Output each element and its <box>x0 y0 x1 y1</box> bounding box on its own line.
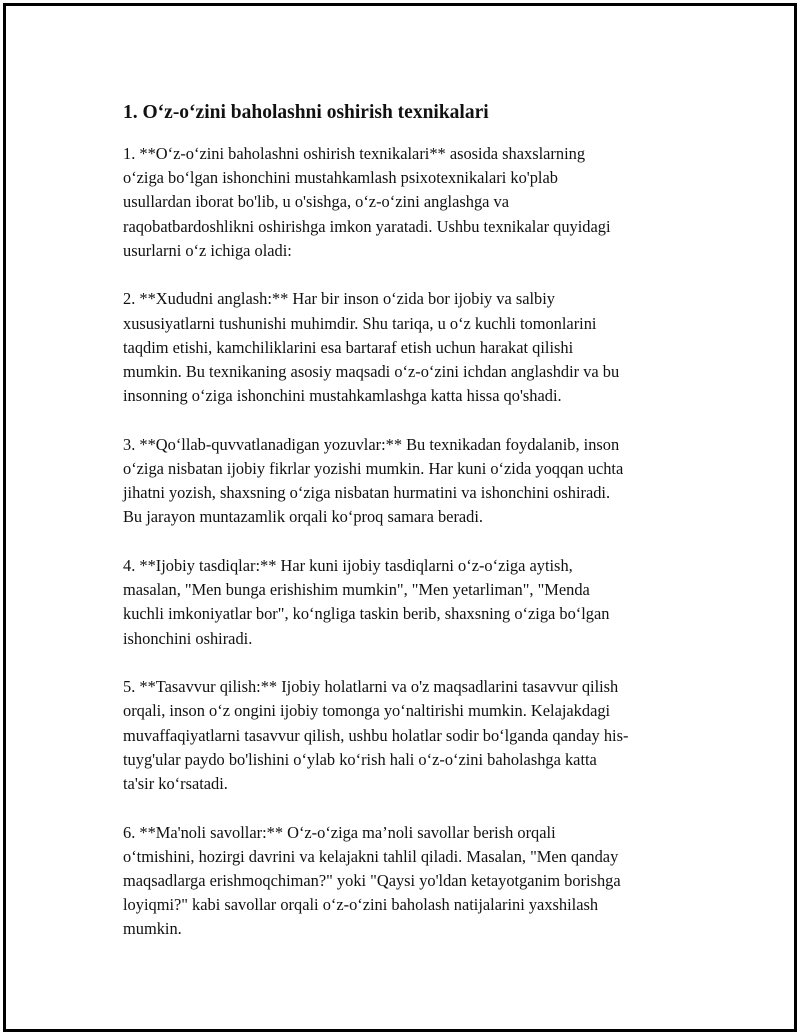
text-line: loyiqmi?" kabi savollar orqali o‘z-o‘zini baholash natijalarini yaxshilash <box>123 895 599 915</box>
paragraph-3 <box>123 433 695 530</box>
text-line: masalan, "Men bunga erishishim mumkin", "Men yetarliman", "Menda <box>123 580 590 600</box>
text-line: o‘ziga nisbatan ijobiy fikrlar yozishi mumkin. Har kuni o‘zida yoqqan uchta <box>123 459 624 479</box>
text-line: Bu jarayon muntazamlik orqali ko‘proq samara beradi. <box>123 507 484 527</box>
page-frame <box>3 3 797 1032</box>
text-line: jihatni yozish, shaxsning o‘ziga nisbatan hurmatini va ishonchini oshiradi. <box>123 483 611 503</box>
text-line: taqdim etishi, kamchiliklarini esa bartaraf etish uchun harakat qilishi <box>123 337 574 357</box>
paragraph-5 <box>123 675 695 796</box>
text-line: 3. **Qo‘llab-quvvatlanadigan yozuvlar:** Bu texnikadan foydalanib, inson <box>123 434 620 454</box>
text-line: orqali, inson o‘z ongini ijobiy tomonga yo‘naltirishi mumkin. Kelajakdagi <box>123 701 611 721</box>
text-line: usurlarni o‘z ichiga oladi: <box>123 240 292 260</box>
text-line: mumkin. Bu texnikaning asosiy maqsadi o‘z-o‘zini ichdan anglashdir va bu <box>123 362 620 382</box>
text-line: o‘ziga bo‘lgan ishonchini mustahkamlash psixotexnikalari ko'plab <box>123 168 558 188</box>
paragraph-2 <box>123 287 695 408</box>
text-line: 6. **Ma'noli savollar:** O‘z-o‘ziga ma’noli savollar berish orqali <box>123 822 556 842</box>
text-line: maqsadlarga erishmoqchiman?" yoki "Qaysi yo'ldan ketayotganim borishga <box>123 871 621 891</box>
text-line: xususiyatlarni tushunishi muhimdir. Shu tariqa, u o‘z kuchli tomonlarini <box>123 313 597 333</box>
paragraph-1 <box>123 142 695 263</box>
text-line: kuchli imkoniyatlar bor", ko‘ngliga taskin berib, shaxsning o‘ziga bo‘lgan <box>123 604 610 624</box>
text-line: usullardan iborat bo'lib, u o'sishga, o‘z-o‘zini anglashga va <box>123 192 509 212</box>
paragraph-6 <box>123 821 695 942</box>
text-line: 4. **Ijobiy tasdiqlar:** Har kuni ijobiy tasdiqlarni o‘z-o‘ziga aytish, <box>123 556 573 576</box>
document-body <box>123 100 695 966</box>
document-title: 1. O‘z-o‘zini baholashni oshirish texnikalari <box>123 102 489 123</box>
text-line: mumkin. <box>123 919 182 939</box>
text-line: tuyg'ular paydo bo'lishini o‘ylab ko‘rish hali o‘z-o‘zini baholashga katta <box>123 749 597 769</box>
text-line: ishonchini oshiradi. <box>123 628 253 648</box>
text-line: 5. **Tasavvur qilish:** Ijobiy holatlarni va o'z maqsadlarini tasavvur qilish <box>123 677 619 697</box>
text-line: insonning o‘ziga ishonchini mustahkamlashga katta hissa qo'shadi. <box>123 386 562 406</box>
text-line: muvaffaqiyatlarni tasavvur qilish, ushbu holatlar sodir bo‘lganda qanday his- <box>123 725 629 745</box>
text-line: ta'sir ko‘rsatadi. <box>123 774 228 794</box>
paragraph-4 <box>123 554 695 651</box>
text-line: 1. **O‘z-o‘zini baholashni oshirish texnikalari** asosida shaxslarning <box>123 144 586 163</box>
text-line: o‘tmishini, hozirgi davrini va kelajakni tahlil qiladi. Masalan, "Men qanday <box>123 846 619 866</box>
text-line: 2. **Xududni anglash:** Har bir inson o‘zida bor ijobiy va salbiy <box>123 289 556 309</box>
text-line: raqobatbardoshlikni oshirishga imkon yaratadi. Ushbu texnikalar quyidagi <box>123 216 611 236</box>
